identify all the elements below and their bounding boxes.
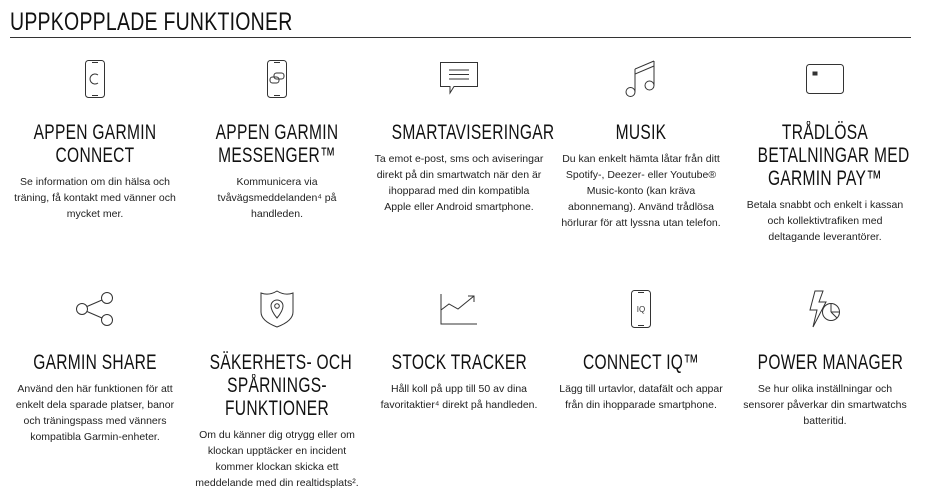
feature-title-line: SÄKERHETS- OCH <box>209 351 352 374</box>
share-icon <box>4 287 186 331</box>
feature-title-line: GARMIN PAY™ <box>767 167 883 190</box>
feature-title-line: GARMIN SHARE <box>33 351 157 374</box>
feature-description-line: mycket mer. <box>66 208 124 220</box>
feature-title-line: BETALNINGAR MED <box>757 144 910 167</box>
feature-description-line: direkt på din smartwatch när den är <box>376 169 542 181</box>
feature-card <box>550 287 732 413</box>
feature-title <box>550 121 732 144</box>
feature-description-line: Spotify-, Deezer- eller Youtube® <box>565 169 717 181</box>
safety-shield-icon <box>186 287 368 331</box>
feature-description <box>368 151 550 215</box>
feature-description-line: Om du känner dig otrygg eller om <box>199 429 355 441</box>
feature-card <box>4 287 186 445</box>
feature-card <box>186 57 368 222</box>
feature-card <box>368 57 555 215</box>
feature-description <box>368 381 550 413</box>
feature-title <box>368 121 555 144</box>
feature-description-line: Betala snabbt och enkelt i kassan <box>746 199 904 211</box>
feature-description-line: kommer klockan skicka ett <box>215 461 339 473</box>
feature-description-line: sensorer påverkar din smartwatchs <box>743 399 907 411</box>
feature-title <box>186 121 368 167</box>
feature-description <box>550 151 732 231</box>
feature-description-line: Apple eller Android smartphone. <box>384 201 534 213</box>
feature-description-line: enkelt dela sparade platser, banor <box>15 399 175 411</box>
payment-card-icon <box>734 57 916 101</box>
stock-chart-icon <box>368 287 550 331</box>
feature-description-line: meddelande med din realtidsplats². <box>195 477 359 489</box>
feature-title <box>4 351 186 374</box>
feature-description-line: ihopparad med din kompatibla <box>388 185 530 197</box>
feature-title-line: POWER MANAGER <box>757 351 904 374</box>
feature-description <box>4 381 186 445</box>
feature-description <box>4 174 186 222</box>
feature-title <box>734 351 916 374</box>
feature-title-line: TRÅDLÖSA <box>781 121 869 144</box>
page-title: UPPKOPPLADE FUNKTIONER <box>10 8 293 36</box>
feature-title <box>550 351 732 374</box>
feature-card <box>4 57 186 222</box>
feature-title-line: CONNECT <box>55 144 135 167</box>
feature-description-line: handleden. <box>251 208 303 220</box>
feature-description-line: abonnemang). Använd trådlösa <box>568 201 714 213</box>
feature-card <box>186 287 368 491</box>
feature-title-line: SMARTAVISERINGAR <box>391 121 555 144</box>
feature-description <box>734 197 916 245</box>
feature-description-line: och kollektivtrafiken med <box>767 215 883 227</box>
feature-title-line: MESSENGER™ <box>218 144 336 167</box>
feature-description-line: tvåvägsmeddelanden⁴ på <box>217 192 337 204</box>
music-note-icon <box>550 57 732 101</box>
feature-title-line: CONNECT IQ™ <box>582 351 700 374</box>
feature-title-line: FUNKTIONER <box>225 397 329 420</box>
feature-description-line: batteritid. <box>803 415 847 427</box>
feature-description-line: Använd den här funktionen för att <box>17 383 173 395</box>
feature-title-line: APPEN GARMIN <box>215 121 339 144</box>
feature-description-line: hörlurar för att lyssna utan telefon. <box>561 217 721 229</box>
feature-title <box>186 351 368 420</box>
feature-description-line: klockan upptäcker en incident <box>207 445 347 457</box>
feature-title <box>4 121 186 167</box>
feature-description-line: favoritaktier⁴ direkt på handleden. <box>380 399 538 411</box>
feature-description-line: Ta emot e-post, sms och aviseringar <box>374 153 544 165</box>
feature-card <box>550 57 732 231</box>
feature-description-line: kompatibla Garmin-enheter. <box>30 431 160 443</box>
feature-title <box>734 121 916 190</box>
feature-title-line: SPÅRNINGS- <box>227 374 327 397</box>
feature-title-line: STOCK TRACKER <box>391 351 528 374</box>
feature-description-line: Se information om din hälsa och <box>20 176 170 188</box>
feature-description <box>186 427 368 491</box>
feature-description-line: Se hur olika inställningar och <box>757 383 893 395</box>
feature-description-line: Music-konto (kan kräva <box>586 185 696 197</box>
feature-card <box>734 57 916 245</box>
feature-title-line: MUSIK <box>615 121 667 144</box>
feature-title <box>368 351 550 374</box>
svg-text:IQ: IQ <box>636 305 646 314</box>
notification-bubble-icon <box>368 57 550 101</box>
power-manager-icon <box>734 287 916 331</box>
feature-description <box>186 174 368 222</box>
phone-connect-icon <box>4 57 186 101</box>
feature-description <box>550 381 732 413</box>
feature-description-line: Lägg till urtavlor, datafält och appar <box>559 383 723 395</box>
feature-title-line: APPEN GARMIN <box>33 121 157 144</box>
feature-description-line: och träningspass med vänners <box>23 415 167 427</box>
feature-description <box>734 381 916 429</box>
feature-card <box>368 287 550 413</box>
feature-description-line: Håll koll på upp till 50 av dina <box>391 383 527 395</box>
feature-description-line: deltagande leverantörer. <box>768 231 882 243</box>
phone-messenger-icon <box>186 57 368 101</box>
feature-description-line: Du kan enkelt hämta låtar från ditt <box>562 153 720 165</box>
feature-card <box>734 287 916 429</box>
feature-description-line: träning, få kontakt med vänner och <box>14 192 176 204</box>
title-divider <box>10 37 911 38</box>
feature-description-line: från din ihopparade smartphone. <box>565 399 717 411</box>
phone-iq-icon <box>550 287 732 331</box>
feature-description-line: Kommunicera via <box>236 176 318 188</box>
